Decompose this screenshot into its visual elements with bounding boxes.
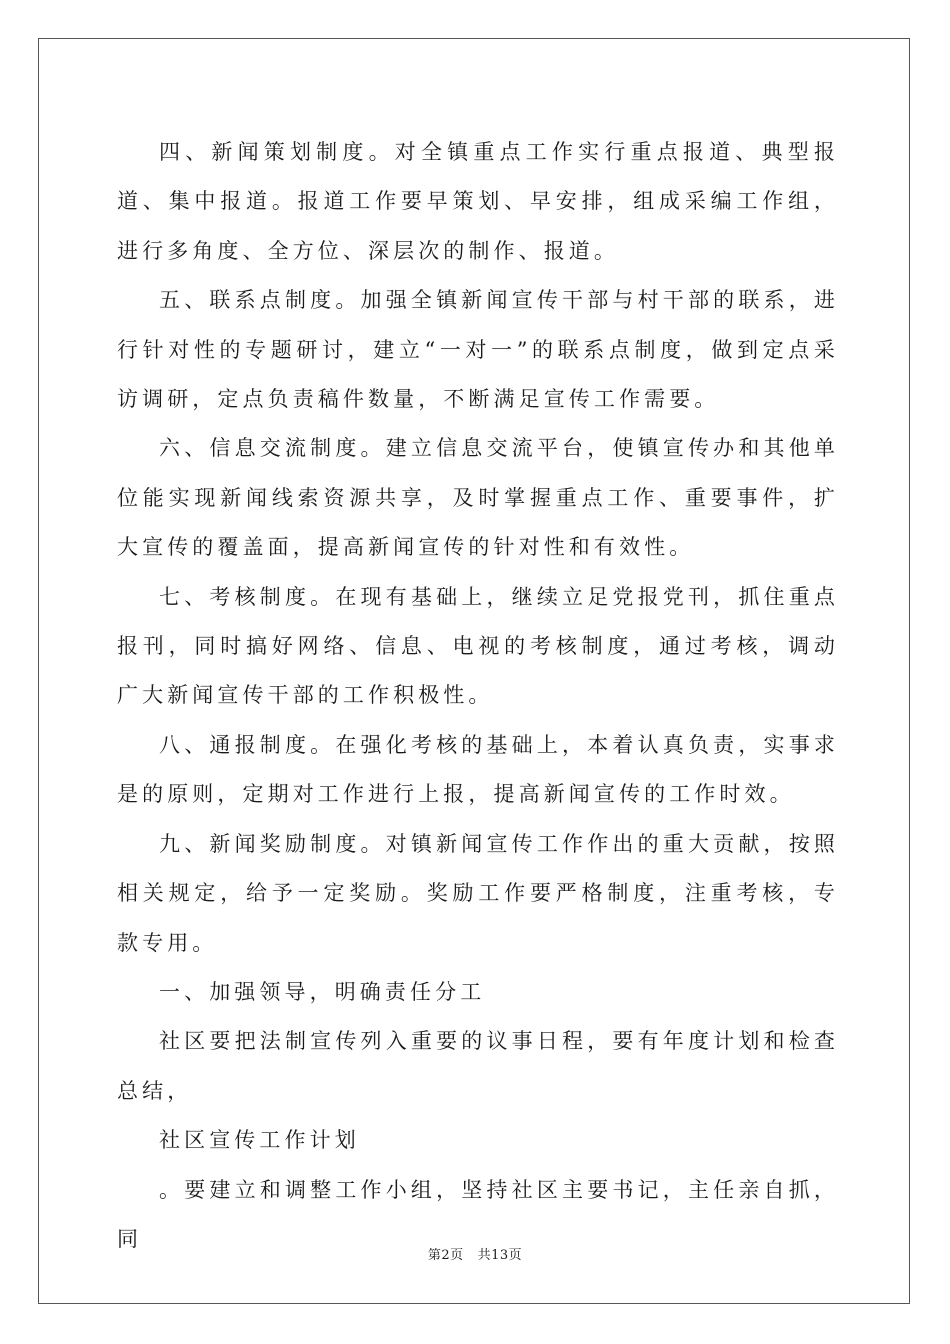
page-footer: [0, 1247, 950, 1265]
section-title: 社区宣传工作计划: [159, 1128, 360, 1153]
page-total: 共13页: [477, 1248, 523, 1263]
section-heading: 一、加强领导，明确责任分工: [159, 979, 486, 1004]
paragraph-info-exchange: 六、信息交流制度。建立信息交流平台，使镇宣传办和其他单位能实现新闻线索资源共享，及时掌握重点工作、重要事件，扩大宣传的覆盖面，提高新闻宣传的针对性和有效性。: [117, 436, 839, 560]
document-body: [117, 128, 839, 1264]
paragraph-notification: 八、通报制度。在强化考核的基础上，本着认真负责，实事求是的原则，定期对工作进行上报，提高新闻宣传的工作时效。: [117, 732, 839, 807]
paragraph-assessment: 七、考核制度。在现有基础上，继续立足党报党刊，抓住重点报刊，同时搞好网络、信息、电视的考核制度，通过考核，调动广大新闻宣传干部的工作积极性。: [117, 584, 839, 708]
paragraph-contact-point: 五、联系点制度。加强全镇新闻宣传干部与村干部的联系，进行针对性的专题研讨，建立“一对一”的联系点制度，做到定点采访调研，定点负责稿件数量，不断满足宣传工作需要。: [117, 288, 839, 412]
page-number: 第2页: [427, 1248, 464, 1263]
paragraph-reward: 九、新闻奖励制度。对镇新闻宣传工作作出的重大贡献，按照相关规定，给予一定奖励。奖励工作要严格制度，注重考核，专款专用。: [117, 831, 839, 955]
paragraph-working-group: 。要建立和调整工作小组，坚持社区主要书记，主任亲自抓，同: [117, 1177, 839, 1251]
paragraph-news-planning: 四、新闻策划制度。对全镇重点工作实行重点报道、典型报道、集中报道。报道工作要早策划、早安排，组成采编工作组，进行多角度、全方位、深层次的制作、报道。: [117, 140, 839, 263]
paragraph-legal-publicity: 社区要把法制宣传列入重要的议事日程，要有年度计划和检查总结，: [117, 1029, 839, 1103]
